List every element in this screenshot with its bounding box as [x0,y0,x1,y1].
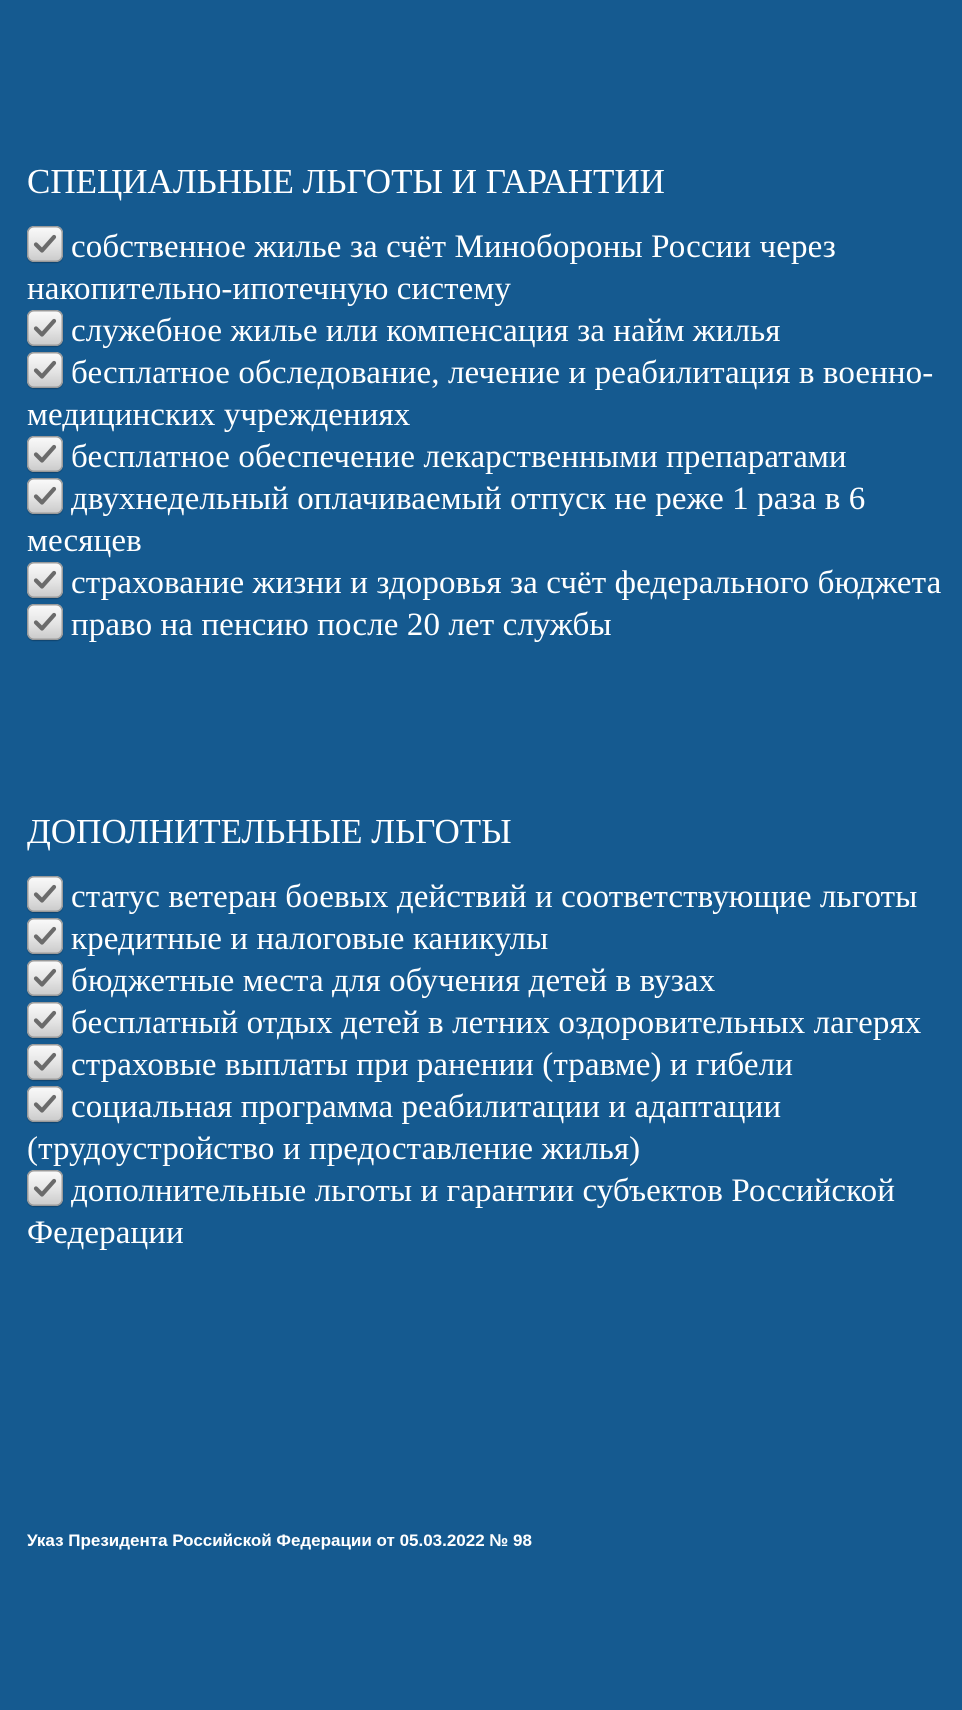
check-mark-icon [27,1170,63,1206]
list-item [27,310,957,352]
check-mark-icon [27,604,63,640]
list-item-text: бесплатный отдых детей в летних оздоровительных лагерях [71,1005,922,1041]
additional-benefits-heading: ДОПОЛНИТЕЛЬНЫЕ ЛЬГОТЫ [27,812,512,851]
special-benefits-heading: СПЕЦИАЛЬНЫЕ ЛЬГОТЫ И ГАРАНТИИ [27,162,665,201]
list-item [27,478,957,562]
list-item-text: дополнительные льготы и гарантии субъектов Российской Федерации [27,1173,895,1251]
check-mark-icon [27,352,63,388]
check-mark-icon [27,876,63,912]
list-item-text: бесплатное обеспечение лекарственными препаратами [71,439,847,475]
list-item [27,562,957,604]
check-mark-icon [27,918,63,954]
list-item [27,604,957,646]
list-item-text: социальная программа реабилитации и адаптации (трудоустройство и предоставление жилья) [27,1089,782,1167]
check-mark-icon [27,478,63,514]
check-mark-icon [27,960,63,996]
list-item [27,1086,957,1170]
list-item [27,436,957,478]
list-item-text: страховые выплаты при ранении (травме) и гибели [71,1047,793,1083]
list-item [27,1170,957,1254]
list-item [27,352,957,436]
check-mark-icon [27,1086,63,1122]
check-mark-icon [27,226,63,262]
check-mark-icon [27,562,63,598]
list-item-text: право на пенсию после 20 лет службы [71,607,612,643]
list-item [27,918,957,960]
list-item-text: служебное жилье или компенсация за найм жилья [71,313,781,349]
decree-reference: Указ Президента Российской Федерации от 05.03.2022 № 98 [27,1531,532,1550]
check-mark-icon [27,310,63,346]
check-mark-icon [27,1002,63,1038]
check-mark-icon [27,1044,63,1080]
additional-benefits-list [27,876,957,1254]
list-item [27,226,957,310]
list-item-text: статус ветеран боевых действий и соответствующие льготы [71,879,918,915]
check-mark-icon [27,436,63,472]
list-item-text: страхование жизни и здоровья за счёт федерального бюджета [71,565,942,601]
list-item [27,876,957,918]
list-item [27,960,957,1002]
special-benefits-list [27,226,957,646]
list-item [27,1002,957,1044]
list-item-text: двухнедельный оплачиваемый отпуск не реже 1 раза в 6 месяцев [27,481,866,559]
list-item-text: бюджетные места для обучения детей в вузах [71,963,716,999]
list-item-text: кредитные и налоговые каникулы [71,921,549,957]
list-item-text: бесплатное обследование, лечение и реабилитация в военно-медицинских учреждениях [27,355,934,433]
list-item-text: собственное жилье за счёт Минобороны России через накопительно-ипотечную систему [27,229,836,307]
list-item [27,1044,957,1086]
